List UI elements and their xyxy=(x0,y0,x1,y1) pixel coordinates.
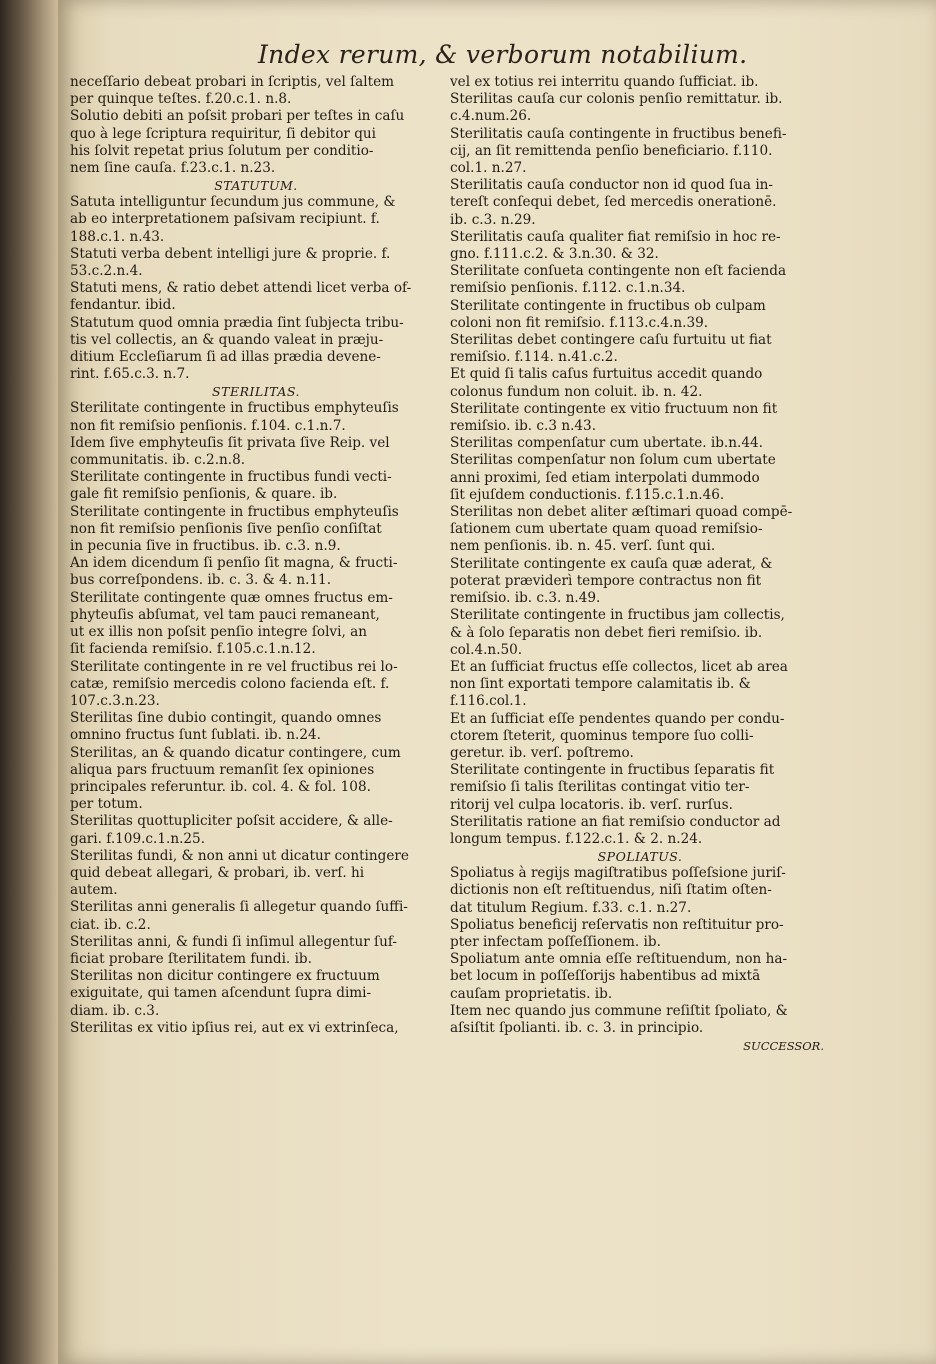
entry-line: Sterilitatis cauſa qualiter fiat remiſsio in hoc re- xyxy=(450,228,781,245)
entry-line: principales referuntur. ib. col. 4. & fol. 108. xyxy=(70,778,371,795)
entry-line: communitatis. ib. c.2.n.8. xyxy=(70,452,246,469)
index-entry xyxy=(70,968,442,1020)
entry-line: phyteuſis abſumat, vel tam pauci remaneant, xyxy=(70,606,380,623)
index-page xyxy=(58,0,936,1364)
entry-line: Spoliatum ante omnia eſſe reſtituendum, non ha- xyxy=(450,951,788,968)
entry-line: non fit remiſsio penſionis ſive penſio conſiſtat xyxy=(70,520,382,537)
entry-line: Sterilitas cauſa cur colonis penſio remittatur. ib. xyxy=(450,91,783,108)
entry-line: ditium Eccleſiarum ſi ad illas prædia devene- xyxy=(70,349,381,366)
entry-line: Statutum quod omnia prædia ſint ſubjecta tribu- xyxy=(70,314,404,331)
entry-line: aſsiſtit ſpolianti. ib. c. 3. in principio. xyxy=(450,1019,704,1036)
index-entry xyxy=(450,332,830,366)
index-entry xyxy=(450,711,830,763)
section-heading: STATUTUM. xyxy=(214,178,298,194)
index-entry xyxy=(450,366,830,400)
section-heading: SPOLIATUS. xyxy=(597,849,683,865)
entry-line: Et quid ſi talis caſus furtuitus accedit quando xyxy=(450,366,763,383)
index-entry xyxy=(70,435,442,469)
entry-line: Sterilitate contingente quæ omnes fructus em- xyxy=(70,589,393,606)
index-entry xyxy=(70,555,442,589)
index-entry xyxy=(450,556,830,608)
entry-line: & à ſolo ſeparatis non debet fieri remiſsio. ib. xyxy=(450,624,763,641)
entry-line: remiſsio ſi talis ſterilitas contingat vitio ter- xyxy=(450,779,750,796)
entry-line: rint. f.65.c.3. n.7. xyxy=(70,366,190,383)
entry-line: nem ſine cauſa. f.23.c.1. n.23. xyxy=(70,160,276,177)
entry-line: his ſolvit repetat prius ſolutum per conditio- xyxy=(70,142,374,159)
index-entry xyxy=(70,1020,442,1037)
entry-line: c.4.num.26. xyxy=(450,108,532,125)
entry-line: Sterilitas compenſatur non ſolum cum ubertate xyxy=(450,452,776,469)
index-entry xyxy=(70,469,442,503)
entry-line: tis vel collectis, an & quando valeat in præju- xyxy=(70,331,384,348)
entry-line: Sterilitas quottupliciter poſsit accidere, & alle- xyxy=(70,813,393,830)
entry-line: non ſint exportati tempore calamitatis ib. & xyxy=(450,676,751,693)
entry-line: remiſsio. ib. c.3. n.49. xyxy=(450,590,601,607)
right-column xyxy=(450,74,830,1053)
entry-line: omnino fructus ſunt ſublati. ib. n.24. xyxy=(70,727,321,744)
index-entry xyxy=(450,126,830,178)
entry-line: non fit remiſsio penſionis. f.104. c.1.n.7. xyxy=(70,417,346,434)
entry-line: catæ, remiſsio mercedis colono facienda eſt. f. xyxy=(70,675,390,692)
catchword: SUCCESSOR. xyxy=(743,1039,824,1054)
entry-line: anni proximi, ſed etiam interpolati dummodo xyxy=(450,469,760,486)
index-entry xyxy=(70,504,442,556)
entry-line: Et an ſufficiat fructus eſſe collectos, licet ab area xyxy=(450,658,788,675)
entry-line: Sterilitas non dicitur contingere ex fructuum xyxy=(70,968,380,985)
entry-line: dat titulum Regium. f.33. c.1. n.27. xyxy=(450,899,692,916)
entry-line: Sterilitate contingente in re vel fructibus rei lo- xyxy=(70,658,398,675)
entry-line: gno. f.111.c.2. & 3.n.30. & 32. xyxy=(450,246,659,263)
entry-line: fendantur. ibid. xyxy=(70,297,176,314)
index-entry xyxy=(450,177,830,229)
entry-line: geretur. ib. verſ. poſtremo. xyxy=(450,744,634,761)
entry-line: Sterilitate contingente ex vitio fructuum non fit xyxy=(450,400,778,417)
index-entry xyxy=(70,194,442,246)
entry-line: vel ex totius rei interritu quando ſufficiat. ib. xyxy=(450,74,759,90)
section-heading: STERILITAS. xyxy=(212,384,300,400)
entry-line: cauſam proprietatis. ib. xyxy=(450,985,613,1002)
index-entry xyxy=(450,917,830,951)
entry-line: Spoliatus beneficij reſervatis non reſtituitur pro- xyxy=(450,916,784,933)
entry-line: pter infectam poſſeſſionem. ib. xyxy=(450,933,661,950)
index-entry xyxy=(70,246,442,280)
entry-line: Sterilitas non debet aliter æſtimari quoad compē- xyxy=(450,504,793,521)
entry-line: in pecunia ſive in fructibus. ib. c.3. n.9. xyxy=(70,538,341,555)
entry-line: Satuta intelliguntur ſecundum jus commune, & xyxy=(70,194,396,211)
entry-line: Item nec quando jus commune reſiſtit ſpoliato, & xyxy=(450,1002,788,1019)
index-entry xyxy=(70,659,442,711)
entry-line: ut ex illis non poſsit penſio integre ſolvi, an xyxy=(70,624,367,641)
entry-line: Sterilitate contingente ex cauſa quæ aderat, & xyxy=(450,555,773,572)
index-entry xyxy=(450,263,830,297)
entry-line: ſationem cum ubertate quam quoad remiſsio- xyxy=(450,521,763,538)
index-entry xyxy=(450,762,830,814)
index-entry xyxy=(450,607,830,659)
entry-line: Sterilitatis ratione an fiat remiſsio conductor ad xyxy=(450,813,781,830)
entry-line: diam. ib. c.3. xyxy=(70,1002,160,1019)
entry-line: quo à lege ſcriptura requiritur, ſi debitor qui xyxy=(70,125,377,142)
entry-line: An idem dicendum ſi penſio ſit magna, & fructi- xyxy=(70,555,398,572)
running-head: Index rerum, & verborum notabilium. xyxy=(258,40,748,69)
entry-line: dictionis non eſt reſtituendus, niſi ſtatim oſten- xyxy=(450,882,772,899)
entry-line: coloni non fit remiſsio. f.113.c.4.n.39. xyxy=(450,314,709,331)
entry-line: aliqua pars fructuum remanſit ſex opiniones xyxy=(70,761,375,778)
entry-line: bus correſpondens. ib. c. 3. & 4. n.11. xyxy=(70,572,332,589)
entry-line: ſit facienda remiſsio. f.105.c.1.n.12. xyxy=(70,641,316,658)
entry-line: Sterilitas anni generalis ſi allegetur quando ſuffi- xyxy=(70,899,408,916)
entry-line: gari. f.109.c.1.n.25. xyxy=(70,830,206,847)
entry-line: Sterilitas anni, & fundi ſi inſimul allegentur ſuf- xyxy=(70,933,397,950)
index-entry xyxy=(450,659,830,711)
index-entry xyxy=(70,934,442,968)
entry-line: ib. c.3. n.29. xyxy=(450,211,536,228)
entry-line: Sterilitate contingente in fructibus fundi vecti- xyxy=(70,469,392,486)
entry-line: gale fit remiſsio penſionis, & quare. ib. xyxy=(70,486,338,503)
index-entry xyxy=(450,435,830,452)
index-entry xyxy=(70,74,442,108)
index-entry xyxy=(450,951,830,1003)
index-entry xyxy=(450,298,830,332)
index-entry xyxy=(450,91,830,125)
entry-line: poterat præviderì tempore contractus non fit xyxy=(450,572,762,589)
entry-line: Et an ſufficiat eſſe pendentes quando per condu- xyxy=(450,710,785,727)
entry-line: 107.c.3.n.23. xyxy=(70,692,160,709)
index-entry xyxy=(450,1003,830,1037)
entry-line: ctorem ſteterit, quominus tempore ſuo colli- xyxy=(450,727,754,744)
entry-line: 188.c.1. n.43. xyxy=(70,228,165,245)
index-entry xyxy=(70,315,442,384)
index-entry xyxy=(70,590,442,659)
entry-line: Solutio debiti an poſsit probari per teſtes in caſu xyxy=(70,108,405,125)
entry-line: col.1. n.27. xyxy=(450,160,527,177)
index-entry xyxy=(450,504,830,556)
entry-line: autem. xyxy=(70,882,118,899)
entry-line: Sterilitate contingente in fructibus ſeparatis fit xyxy=(450,762,775,779)
entry-line: colonus fundum non coluit. ib. n. 42. xyxy=(450,383,703,400)
entry-line: remiſsio penſionis. f.112. c.1.n.34. xyxy=(450,280,686,297)
entry-line: per quinque teſtes. f.20.c.1. n.8. xyxy=(70,91,292,108)
entry-line: Sterilitas fundi, & non anni ut dicatur contingere xyxy=(70,847,409,864)
entry-line: ab eo interpretationem paſsivam recipiunt. f. xyxy=(70,211,380,228)
index-entry xyxy=(70,280,442,314)
index-entry xyxy=(70,400,442,434)
entry-line: ritorij vel culpa locatoris. ib. verſ. rurſus. xyxy=(450,796,733,813)
index-entry xyxy=(450,814,830,848)
entry-line: tereſt conſequi debet, ſed mercedis onerationē. xyxy=(450,194,777,211)
entry-line: f.116.col.1. xyxy=(450,693,527,710)
entry-line: quid debeat allegari, & probari, ib. verſ. hi xyxy=(70,864,365,881)
entry-line: Sterilitas ex vitio ipſius rei, aut ex vi extrinſeca, xyxy=(70,1019,399,1036)
adjacent-page-edge xyxy=(0,0,58,1364)
entry-line: Sterilitatis cauſa conductor non id quod ſua in- xyxy=(450,177,774,194)
entry-line: Sterilitate contingente in fructibus ob culpam xyxy=(450,297,766,314)
entry-line: longum tempus. f.122.c.1. & 2. n.24. xyxy=(450,830,703,847)
index-entry xyxy=(450,229,830,263)
index-entry xyxy=(70,108,442,177)
index-entry xyxy=(70,710,442,744)
index-entry xyxy=(450,865,830,917)
entry-line: nem penſionis. ib. n. 45. verſ. ſunt qui. xyxy=(450,538,716,555)
entry-line: Sterilitas, an & quando dicatur contingere, cum xyxy=(70,744,401,761)
entry-line: ficiat probare ſterilitatem fundi. ib. xyxy=(70,950,312,967)
left-column xyxy=(70,74,442,1037)
index-entry xyxy=(70,745,442,814)
entry-line: Statuti verba debent intelligi jure & proprie. f. xyxy=(70,245,391,262)
entry-line: Sterilitate contingente in fructibus emphyteuſis xyxy=(70,503,399,520)
index-entry xyxy=(70,848,442,900)
entry-line: per totum. xyxy=(70,796,143,813)
entry-line: col.4.n.50. xyxy=(450,641,523,658)
entry-line: remiſsio. ib. c.3 n.43. xyxy=(450,418,597,435)
entry-line: Sterilitas ſine dubio contingit, quando omnes xyxy=(70,710,382,727)
entry-line: Spoliatus à regijs magiſtratibus poſſeſsione juriſ- xyxy=(450,865,786,882)
entry-line: bet locum in poſſeſſorijs habentibus ad mixtā xyxy=(450,968,761,985)
index-entry xyxy=(450,401,830,435)
index-entry xyxy=(70,899,442,933)
index-entry xyxy=(450,452,830,504)
entry-line: neceſſario debeat probari in ſcriptis, vel ſaltem xyxy=(70,74,395,90)
entry-line: Sterilitate contingente in fructibus emphyteuſis xyxy=(70,400,399,417)
entry-line: Statuti mens, & ratio debet attendi licet verba of- xyxy=(70,280,412,297)
entry-line: exiguitate, qui tamen aſcendunt ſupra dimi- xyxy=(70,985,372,1002)
entry-line: ciat. ib. c.2. xyxy=(70,916,151,933)
entry-line: Sterilitate conſueta contingente non eſt facienda xyxy=(450,263,787,280)
entry-line: ſit ejuſdem conductionis. f.115.c.1.n.46. xyxy=(450,486,725,503)
entry-line: Sterilitas debet contingere caſu furtuitu ut fiat xyxy=(450,332,772,349)
index-entry xyxy=(450,74,830,91)
entry-line: Sterilitate contingente in fructibus jam collectis, xyxy=(450,607,785,624)
entry-line: Sterilitatis cauſa contingente in fructibus benefi- xyxy=(450,125,787,142)
entry-line: Idem ſive emphyteuſis ſit privata ſive Reip. vel xyxy=(70,434,390,451)
entry-line: 53.c.2.n.4. xyxy=(70,263,143,280)
entry-line: remiſsio. f.114. n.41.c.2. xyxy=(450,349,618,366)
entry-line: Sterilitas compenſatur cum ubertate. ib.n.44. xyxy=(450,435,763,452)
entry-line: cij, an ſit remittenda penſio beneficiario. f.110. xyxy=(450,142,773,159)
index-entry xyxy=(70,813,442,847)
